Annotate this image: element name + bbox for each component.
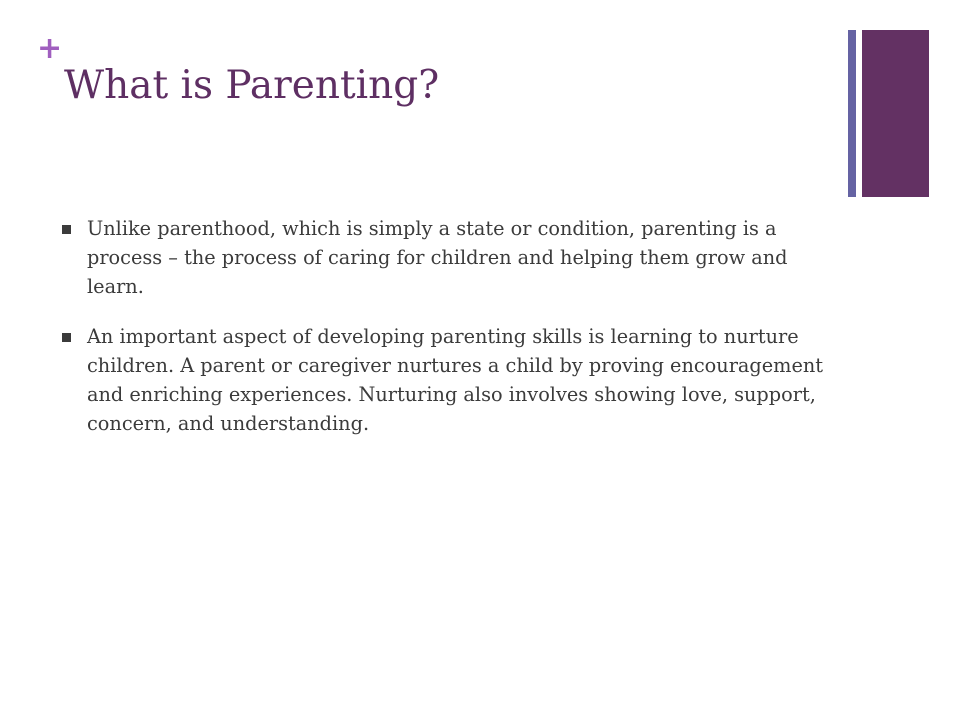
slide-title: What is Parenting? bbox=[64, 63, 440, 108]
square-bullet-icon bbox=[62, 225, 71, 234]
plus-icon: + bbox=[37, 31, 63, 66]
bullet-item bbox=[62, 322, 832, 438]
bullet-text: Unlike parenthood, which is simply a state or condition, parenting is a process – the process of caring for children and helping them grow and learn. bbox=[87, 217, 788, 298]
bullet-item bbox=[62, 214, 832, 301]
bullet-list bbox=[62, 214, 832, 459]
bullet-text: An important aspect of developing parenting skills is learning to nurture children. A parent or caregiver nurtures a child by proving encouragement and enriching experiences. Nurturing also involves showing love, support, concern, and understanding. bbox=[87, 325, 824, 435]
accent-bar-thin bbox=[848, 30, 856, 197]
accent-bar-thick bbox=[862, 30, 929, 197]
square-bullet-icon bbox=[62, 333, 71, 342]
